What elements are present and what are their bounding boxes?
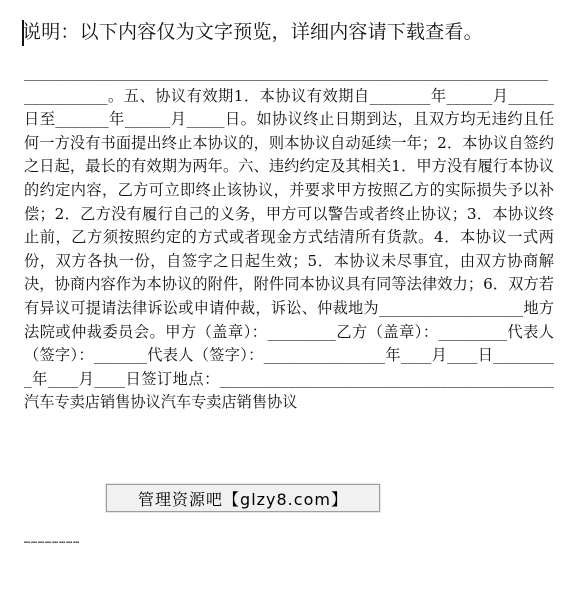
watermark-banner: 管理资源吧【glzy8.com】 (106, 484, 380, 512)
continuation-dots: …………………… (24, 535, 81, 546)
preview-notice: 说明：以下内容仅为文字预览，详细内容请下载查看。 (22, 21, 483, 43)
document-body-text: ________________________________________________________________________________。五、协议有效期1．本协议有效期自________年______月______日至_______年______月_____日。如协议终止日期到达，且双方均无违约且任何一方没有书面提出终止本协议的，则本协议自动延续一年；2．本协议自签约之日起，最长的有效期为两年。六、违约约定及其相关1．甲方没有履行本协议的约定内容，乙方可立即终止该协议，并要求甲方按照乙方的实际损失予以补偿；2．乙方没有履行自己的义务，甲方可以警告或者终止协议；3．本协议终止前，乙方须按照约定的方式或者现金方式结清所有货款。4．本协议一式两份，双方各执一份，自签字之日起生效；5．本协议未尽事宜，由双方协商解决，协商内容作为本协议的附件，附件同本协议具有同等法律效力；6．双方若有异议可提请法律诉讼或申请仲裁，诉讼、仲裁地为___________________地方法院或仲裁委员会。甲方（盖章）：_________乙方（盖章）：_________代表人（签字）：_______代表人（签字）：________________年____月____日_________年____月____日签订地点：____________________________________________汽车专卖店销售协议汽车专卖店销售协议 (24, 63, 554, 412)
